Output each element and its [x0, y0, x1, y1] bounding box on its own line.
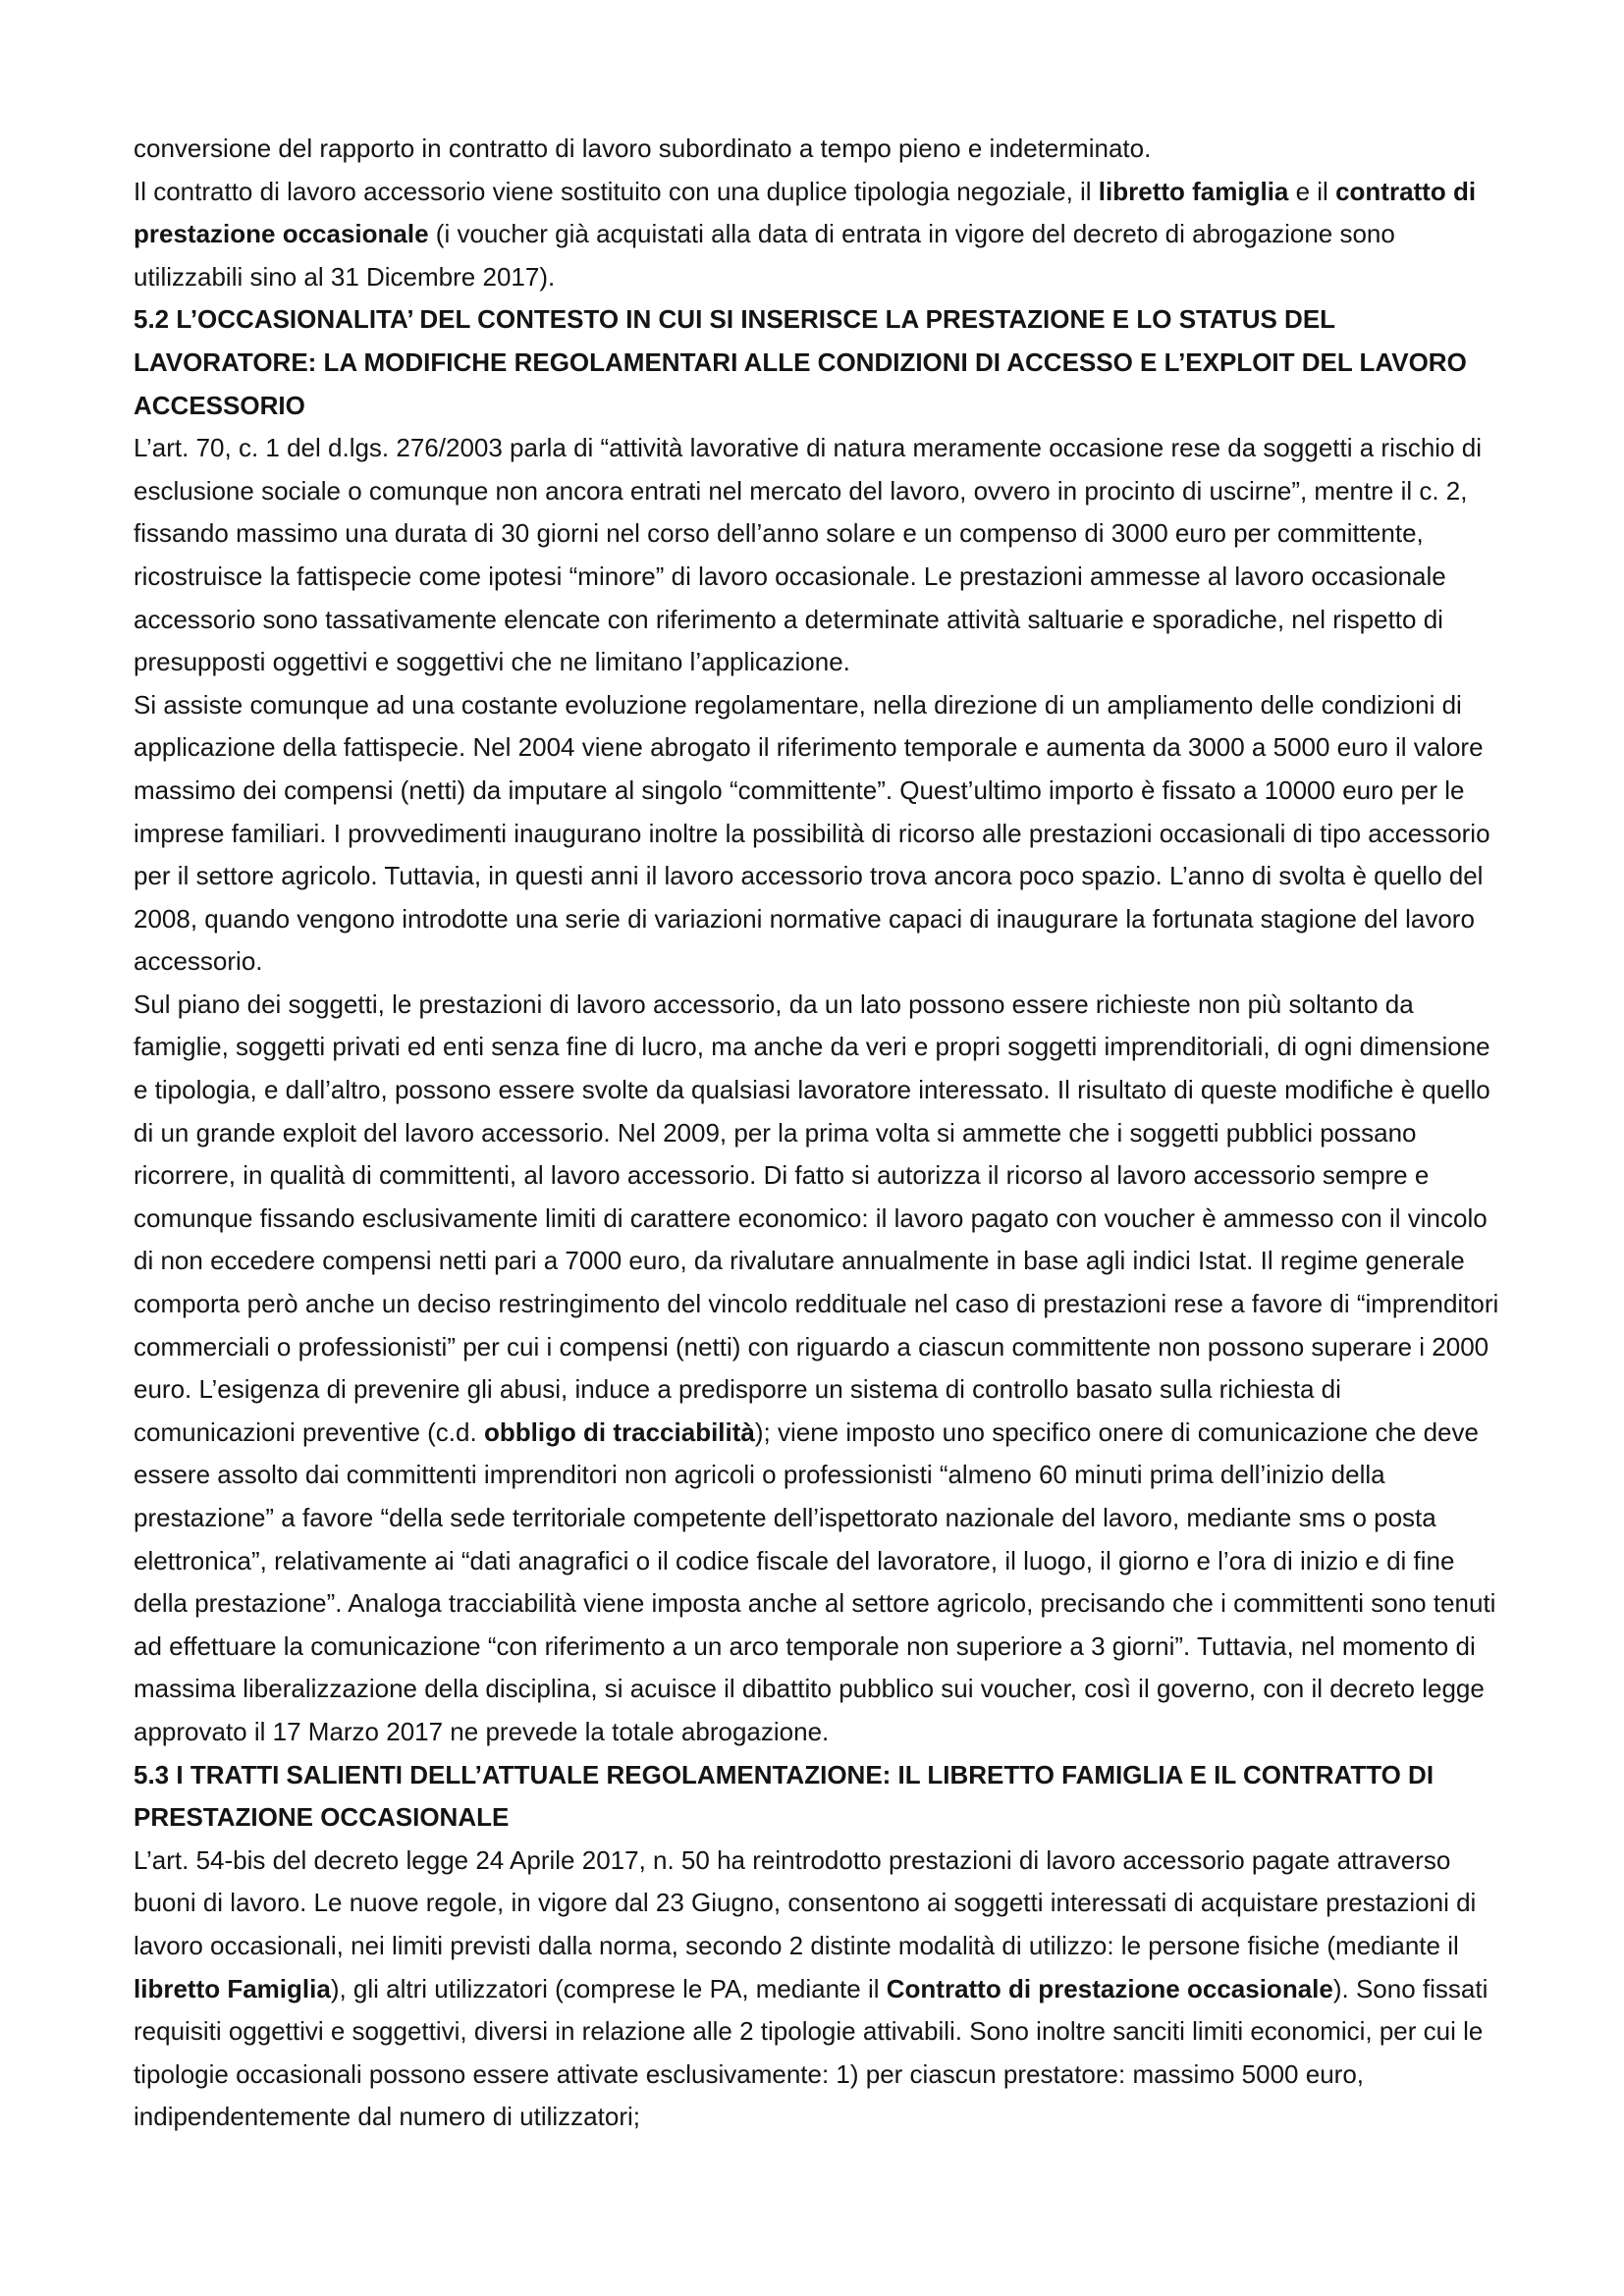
paragraph-replacement: [134, 171, 1508, 299]
text-run: Il contratto di lavoro accessorio viene sostituito con una duplice tipologia negoziale, il: [134, 176, 1099, 206]
paragraph-continuation: conversione del rapporto in contratto di lavoro subordinato a tempo pieno e indeterminato.: [134, 133, 1152, 163]
bold-term-contratto-prestazione: Contratto di prestazione occasionale: [886, 1973, 1333, 2003]
section-heading-5-3: 5.3 I TRATTI SALIENTI DELL’ATTUALE REGOLAMENTAZIONE: IL LIBRETTO FAMIGLIA E IL CONTRATTO DI PRESTAZIONE OCCASIONALE: [134, 1759, 1435, 1833]
text-run: e il: [1288, 176, 1336, 206]
paragraph-soggetti: [134, 984, 1508, 1754]
paragraph-evoluzione: Si assiste comunque ad una costante evoluzione regolamentare, nella direzione di un ampliamento delle condizioni di applicazione della fattispecie. Nel 2004 viene abrogato il riferimento temporale e aumenta da 3000 a 5000 euro il valore massimo dei compensi (netti) da imputare al singolo “committente”. Quest’ultimo importo è fissato a 10000 euro per le imprese familiari. I provvedimenti inaugurano inoltre la possibilità di ricorso alle prestazioni occasionali di tipo accessorio per il settore agricolo. Tuttavia, in questi anni il lavoro accessorio trova ancora poco spazio. L’anno di svolta è quello del 2008, quando vengono introdotte una serie di variazioni normative capaci di inaugurare la fortunata stagione del lavoro accessorio.: [134, 689, 1490, 977]
text-run: Sul piano dei soggetti, le prestazioni di lavoro accessorio, da un lato possono essere richieste non più soltanto da famiglie, soggetti privati ed enti senza fine di lucro, ma anche da veri e propri soggetti imprenditoriali, di ogni dimensione e tipologia, e dall’altro, possono essere svolte da qualsiasi lavoratore interessato. Il risultato di queste modifiche è quello di un grande exploit del lavoro accessorio. Nel 2009, per la prima volta si ammette che i soggetti pubblici possano ricorrere, in qualità di committenti, al lavoro accessorio. Di fatto si autorizza il ricorso al lavoro accessorio sempre e comunque fissando esclusivamente limiti di carattere economico: il lavoro pagato con voucher è ammesso con il vincolo di non eccedere compensi netti pari a 7000 euro, da rivalutare annualmente in base agli indici Istat. Il regime generale comporta però anche un deciso restringimento del vincolo reddituale nel caso di prestazioni rese a favore di “imprenditori commerciali o professionisti” per cui i compensi (netti) con riguardo a ciascun committente non possono superare i 2000 euro. L’esigenza di prevenire gli abusi, induce a predisporre un sistema di controllo basato sulla richiesta di comunicazioni preventive (c.d.: [134, 988, 1499, 1447]
paragraph-art-70: L’art. 70, c. 1 del d.lgs. 276/2003 parla di “attività lavorative di natura meramente occasione rese da soggetti a rischio di esclusione sociale o comunque non ancora entrati nel mercato del lavoro, ovvero in procinto di uscirne”, mentre il c. 2, fissando massimo una durata di 30 giorni nel corso dell’anno solare e un compenso di 3000 euro per committente, ricostruisce la fattispecie come ipotesi “minore” di lavoro occasionale. Le prestazioni ammesse al lavoro occasionale accessorio sono tassativamente elencate con riferimento a determinate attività saltuarie e sporadiche, nel rispetto di presupposti oggettivi e soggettivi che ne limitano l’applicazione.: [134, 433, 1482, 677]
text-run: L’art. 54-bis del decreto legge 24 Aprile 2017, n. 50 ha reintrodotto prestazioni di lavoro accessorio pagate attraverso buoni di lavoro. Le nuove regole, in vigore dal 23 Giugno, consentono ai soggetti interessati di acquistare prestazioni di lavoro occasionali, nei limiti previsti dalla norma, secondo 2 distinte modalità di utilizzo: le persone fisiche (mediante il: [134, 1844, 1477, 1960]
section-heading-5-2: 5.2 L’OCCASIONALITA’ DEL CONTESTO IN CUI SI INSERISCE LA PRESTAZIONE E LO STATUS DEL LAVORATORE: LA MODIFICHE REGOLAMENTARI ALLE CONDIZIONI DI ACCESSO E L’EXPLOIT DEL LAVORO ACCESSORIO: [134, 304, 1467, 420]
bold-term-libretto-famiglia: libretto Famiglia: [134, 1973, 331, 2003]
text-run: ), gli altri utilizzatori (comprese le PA, mediante il: [330, 1973, 887, 2003]
bold-term-libretto-famiglia: libretto famiglia: [1098, 176, 1289, 206]
bold-term-obbligo-tracciabilita: obbligo di tracciabilità: [483, 1416, 755, 1447]
text-run: (i voucher già acquistati alla data di entrata in vigore del decreto di abrogazione sono utilizzabili sino al 31 Dicembre 2017).: [134, 219, 1395, 292]
bold-term-contratto-prestazione: contratto di prestazione occasionale: [134, 176, 1477, 249]
document-page: [134, 128, 1508, 2139]
paragraph-art-54-bis: [134, 1840, 1508, 2139]
text-run: ); viene imposto uno specifico onere di comunicazione che deve essere assolto dai committenti imprenditori non agricoli o professionisti “almeno 60 minuti prima dell’inizio della prestazione” a favore “della sede territoriale competente dell’ispettorato nazionale del lavoro, mediante sms o posta elettronica”, relativamente ai “dati anagrafici o il codice fiscale del lavoratore, il luogo, il giorno e l’ora di inizio e di fine della prestazione”. Analoga tracciabilità viene imposta anche al settore agricolo, precisando che i committenti sono tenuti ad effettuare la comunicazione “con riferimento a un arco temporale non superiore a 3 giorni”. Tuttavia, nel momento di massima liberalizzazione della disciplina, si acuisce il dibattito pubblico sui voucher, così il governo, con il decreto legge approvato il 17 Marzo 2017 ne prevede la totale abrogazione.: [134, 1416, 1496, 1746]
text-run: ). Sono fissati requisiti oggettivi e soggettivi, diversi in relazione alle 2 tipologie attivabili. Sono inoltre sanciti limiti economici, per cui le tipologie occasionali possono essere attivate esclusivamente: 1) per ciascun prestatore: massimo 5000 euro, indipendentemente dal numero di utilizzatori;: [134, 1973, 1489, 2132]
